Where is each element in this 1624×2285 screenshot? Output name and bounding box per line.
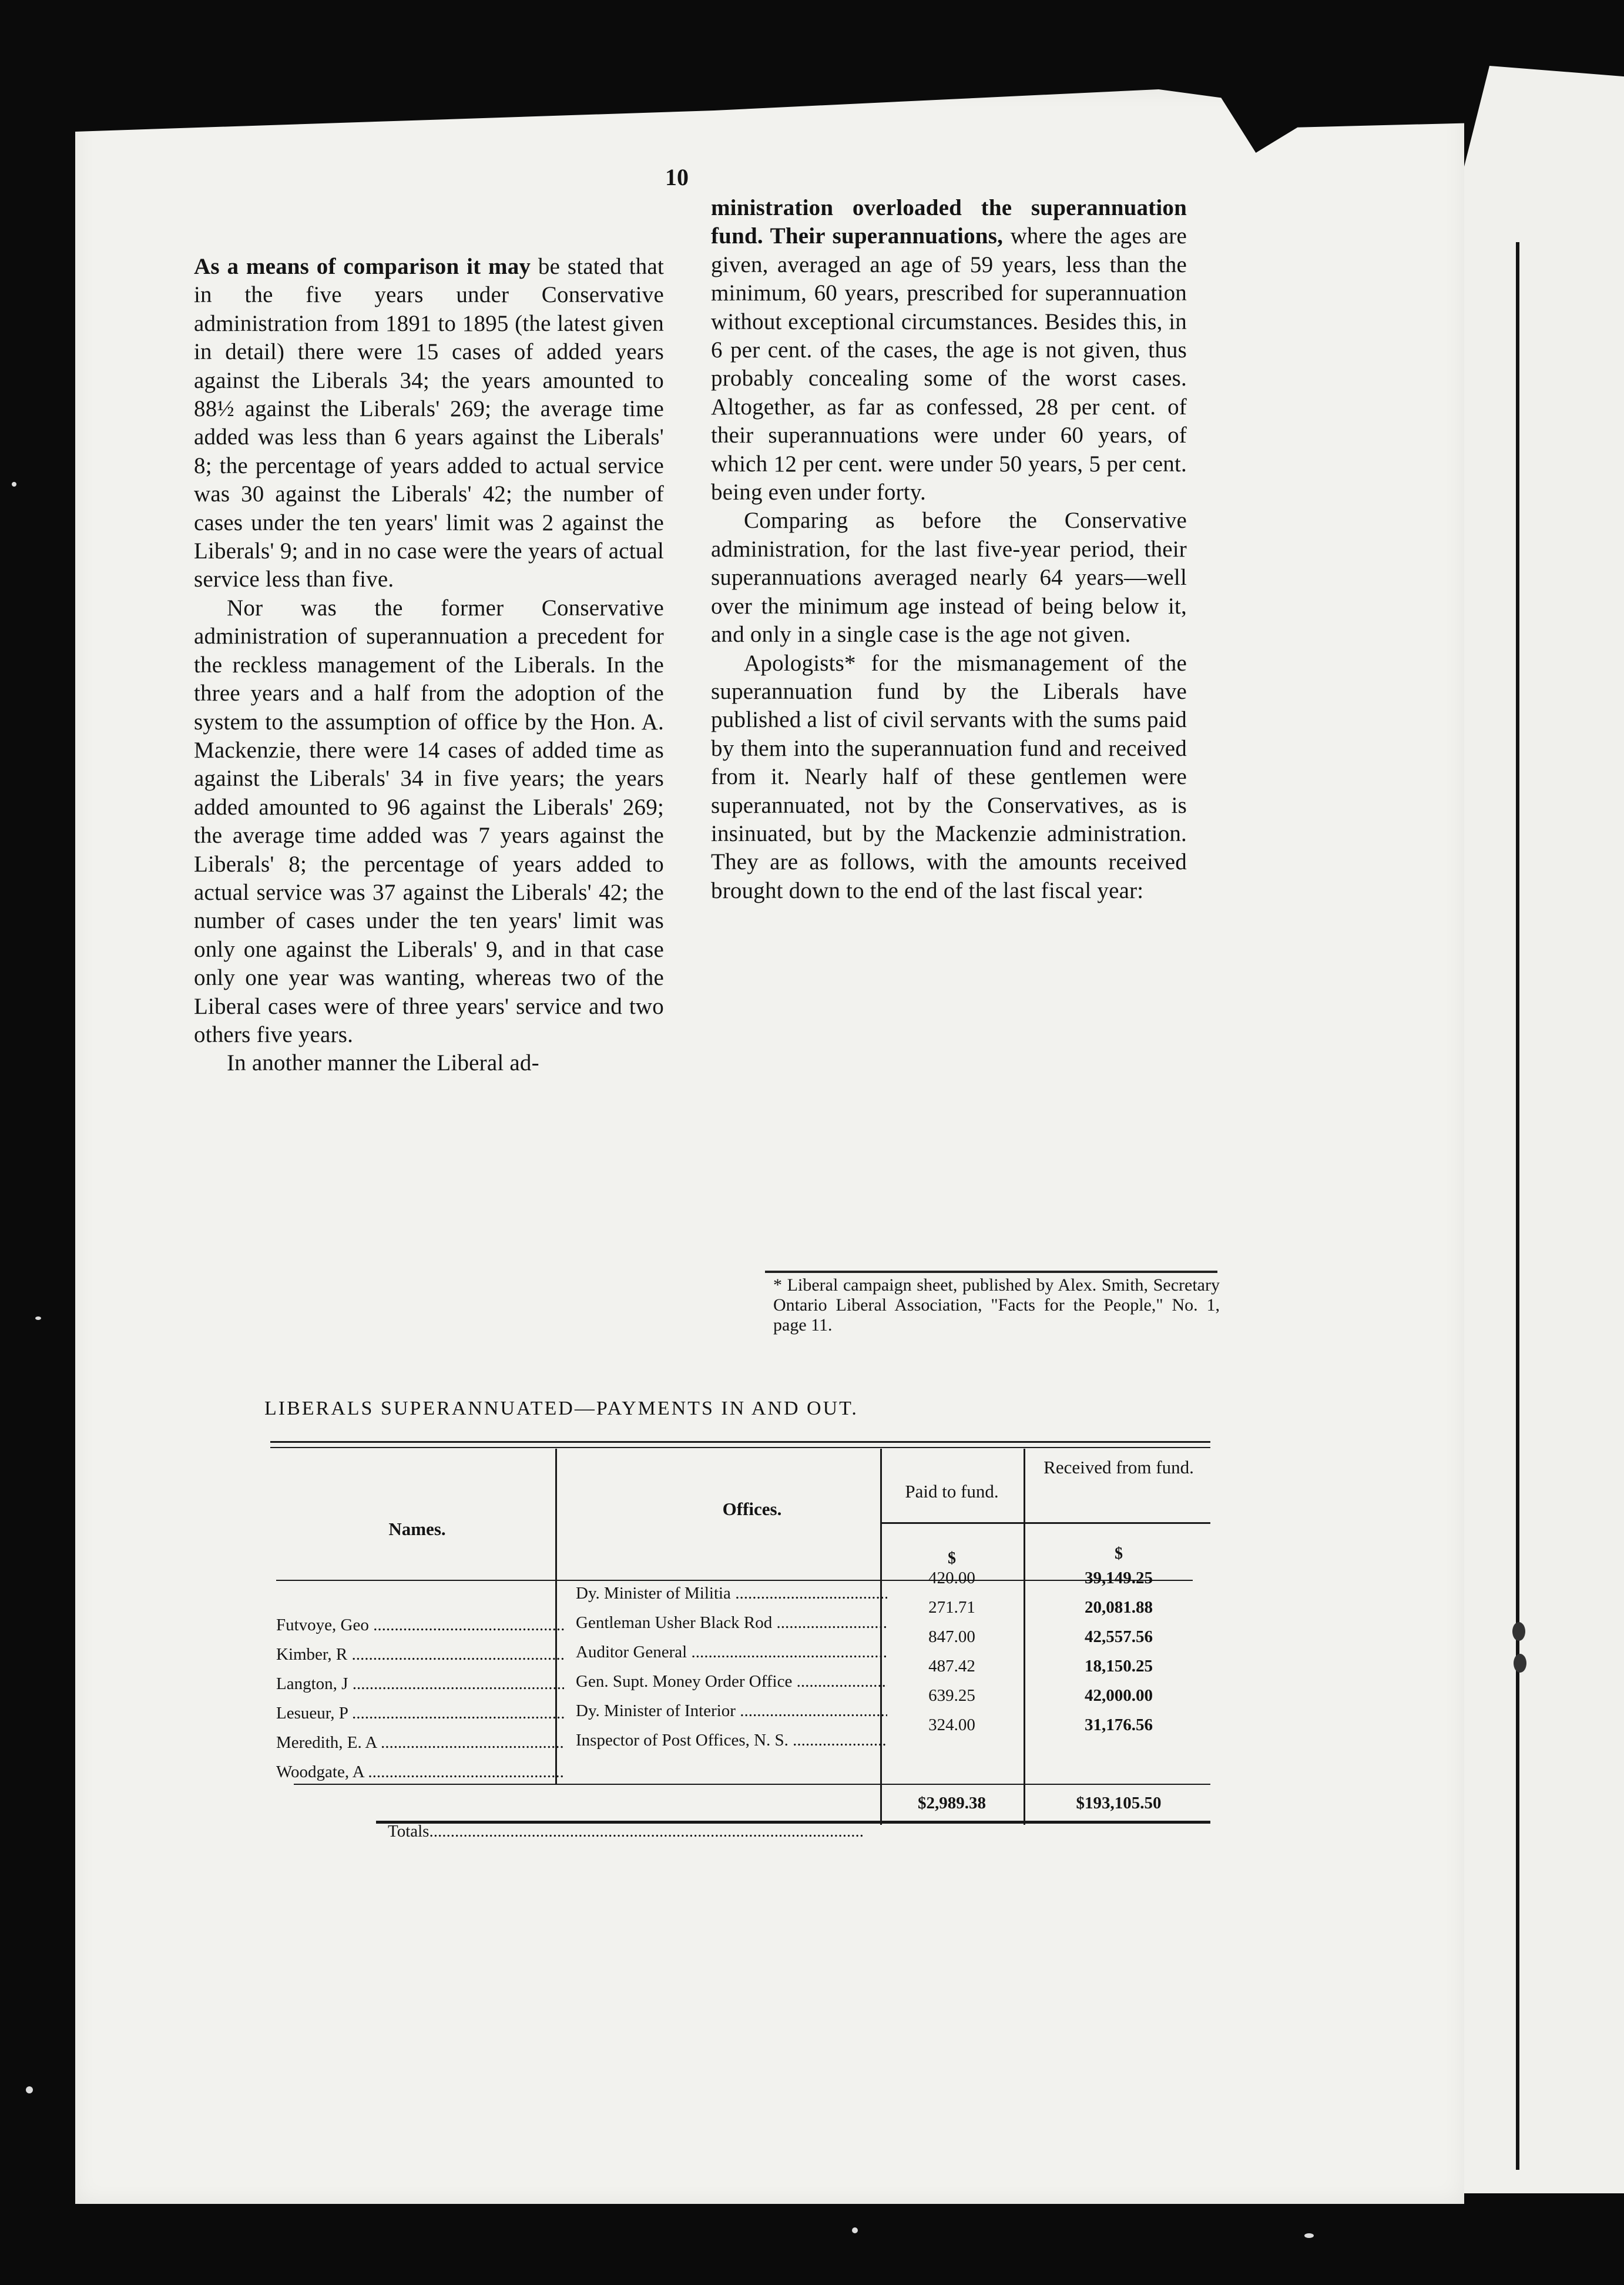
right-paragraph-1-body: where the ages are given, averaged an age of 59 years, less than the minimum, 60 years, prescribed for superannuation without exceptional circumstances. Besides this, in 6 per cent. of the cases, the age is not given, thus probably concealing some of the worst cases. Altogether, as far as confessed, 28 per cent. of their superannuations were under 60 years, of which 12 per cent. were under 50 years, 5 per cent. being even under forty.: [711, 223, 1187, 505]
table-paid-cell: 324.00: [928, 1716, 975, 1734]
table-paid-cell: 847.00: [928, 1627, 975, 1646]
header-offices: Offices.: [722, 1499, 782, 1519]
table-paid-cell: 271.71: [928, 1598, 975, 1617]
right-paragraph-1-lead: ministration overloaded the superannuation fund. Their superannuations,: [711, 195, 1187, 249]
table-title: LIBERALS SUPERANNUATED—PAYMENTS IN AND OUT.: [264, 1398, 858, 1419]
header-received: Received from fund.: [1043, 1457, 1194, 1477]
total-paid: $2,989.38: [918, 1794, 986, 1812]
left-paragraph-1: [194, 253, 664, 594]
table-office-cell: Inspector of Post Offices, N. S. .....: [576, 1726, 887, 1755]
left-paragraph-1-lead: As a means of comparison it may: [194, 254, 531, 279]
table-received-cell: 42,000.00: [1085, 1686, 1153, 1705]
footnote-divider: [765, 1271, 1217, 1273]
table-office-cell: Auditor General .....: [576, 1637, 887, 1667]
totals-label: Totals .....: [388, 1822, 905, 1841]
footnote: * Liberal campaign sheet, published by Alex. Smith, Secretary Ontario Liberal Association, "Facts for the People," No. 1, page 11.: [773, 1275, 1220, 1335]
table-paid-cell: 487.42: [928, 1657, 975, 1676]
table-office-cell: Gentleman Usher Black Rod .....: [576, 1608, 887, 1637]
page-number: 10: [665, 164, 689, 190]
table-office-cell: Gen. Supt. Money Order Office .....: [576, 1667, 887, 1696]
header-subrule: [881, 1522, 1210, 1524]
offices-list: [576, 1579, 887, 1755]
currency-paid: $: [948, 1549, 956, 1567]
table-office-cell: Dy. Minister of Interior .....: [576, 1696, 887, 1726]
names-list: [276, 1610, 564, 1787]
table-received-cell: 31,176.56: [1085, 1716, 1153, 1734]
table-name-cell: Kimber, R .....: [276, 1640, 564, 1669]
adjacent-page-edge: [1516, 242, 1519, 2170]
table-name-cell: Meredith, E. A .....: [276, 1728, 564, 1757]
table-received-cell: 18,150.25: [1085, 1657, 1153, 1676]
right-paragraph-1: [711, 194, 1187, 507]
scan-speck: [35, 1316, 41, 1320]
scan-speck: [852, 2227, 858, 2233]
table-top-rule-thin: [270, 1447, 1210, 1448]
header-paid: Paid to fund.: [905, 1481, 999, 1502]
table-name-cell: Woodgate, A .....: [276, 1757, 564, 1787]
table-received-cell: 39,149.25: [1085, 1569, 1153, 1587]
table-top-rule: [270, 1441, 1210, 1443]
received-list: [1031, 1563, 1207, 1740]
right-paragraph-3: Apologists* for the mismanagement of the superannuation fund by the Liberals have published a list of civil servants with the sums paid by them into the superannuation fund and received from it. Nearly half of these gentlemen were superannuated, not by the Conservatives, as is insinuated, but by the Mackenzie administration. They are as follows, with the amounts received brought down to the end of the last fiscal year:: [711, 650, 1187, 903]
table-received-cell: 42,557.56: [1085, 1627, 1153, 1646]
table-paid-cell: 420.00: [928, 1569, 975, 1587]
header-names: Names.: [388, 1519, 446, 1539]
ink-blot: [1514, 1654, 1526, 1673]
table-name-cell: Futvoye, Geo .....: [276, 1610, 564, 1640]
scan-speck: [1304, 2233, 1314, 2238]
table-paid-cell: 639.25: [928, 1686, 975, 1705]
scan-speck: [26, 2086, 33, 2093]
left-paragraph-2: Nor was the former Conservative administration of superannuation a precedent for the reckless management of the Liberals. In the three years and a half from the adoption of the system to the assumption of office by the Hon. A. Mackenzie, there were 14 cases of added time as against the Liberals' 34 in five years; the years added amounted to 96 against the Liberals' 269; the average time added was 7 years against the Liberals' 8; the percentage of years added to actual service was 37 against the Liberals' 42; the number of cases under the ten years' limit was only one against the Liberals' 9, and in that case only one year was wanting, whereas two of the Liberal cases were of three years' service and two others five years.: [194, 595, 664, 1047]
scan-speck: [12, 482, 16, 487]
currency-received: $: [1115, 1544, 1123, 1563]
right-paragraph-2: Comparing as before the Conservative administration, for the last five-year period, their superannuations averaged nearly 64 years—well over the minimum age instead of being below it, and only in a single case is the age not given.: [711, 508, 1187, 648]
column-divider-paid: [1024, 1449, 1025, 1825]
left-column: [194, 253, 664, 1078]
table-name-cell: Langton, J .....: [276, 1669, 564, 1698]
paid-list: [893, 1563, 1011, 1740]
ink-blot: [1512, 1622, 1525, 1641]
table-received-cell: 20,081.88: [1085, 1598, 1153, 1617]
adjacent-page: [1437, 66, 1624, 2193]
right-column: [711, 194, 1187, 905]
table-office-cell: Dy. Minister of Militia .....: [576, 1579, 887, 1608]
left-paragraph-3: In another manner the Liberal ad-: [227, 1050, 539, 1076]
left-paragraph-1-body: be stated that in the five years under Conservative administration from 1891 to 1895 (the latest given in detail) there were 15 cases of added years against the Liberals 34; the years amounted to 88½ against the Liberals' 269; the average time added was less than 6 years against the Liberals' 8; the percentage of years added to actual service was 30 against the Liberals' 42; the number of cases under the ten years' limit was 2 against the Liberals' 9; and in no case were the years of actual service less than five.: [194, 254, 664, 592]
total-received: $193,105.50: [1076, 1794, 1162, 1812]
table-name-cell: Lesueur, P .....: [276, 1698, 564, 1728]
